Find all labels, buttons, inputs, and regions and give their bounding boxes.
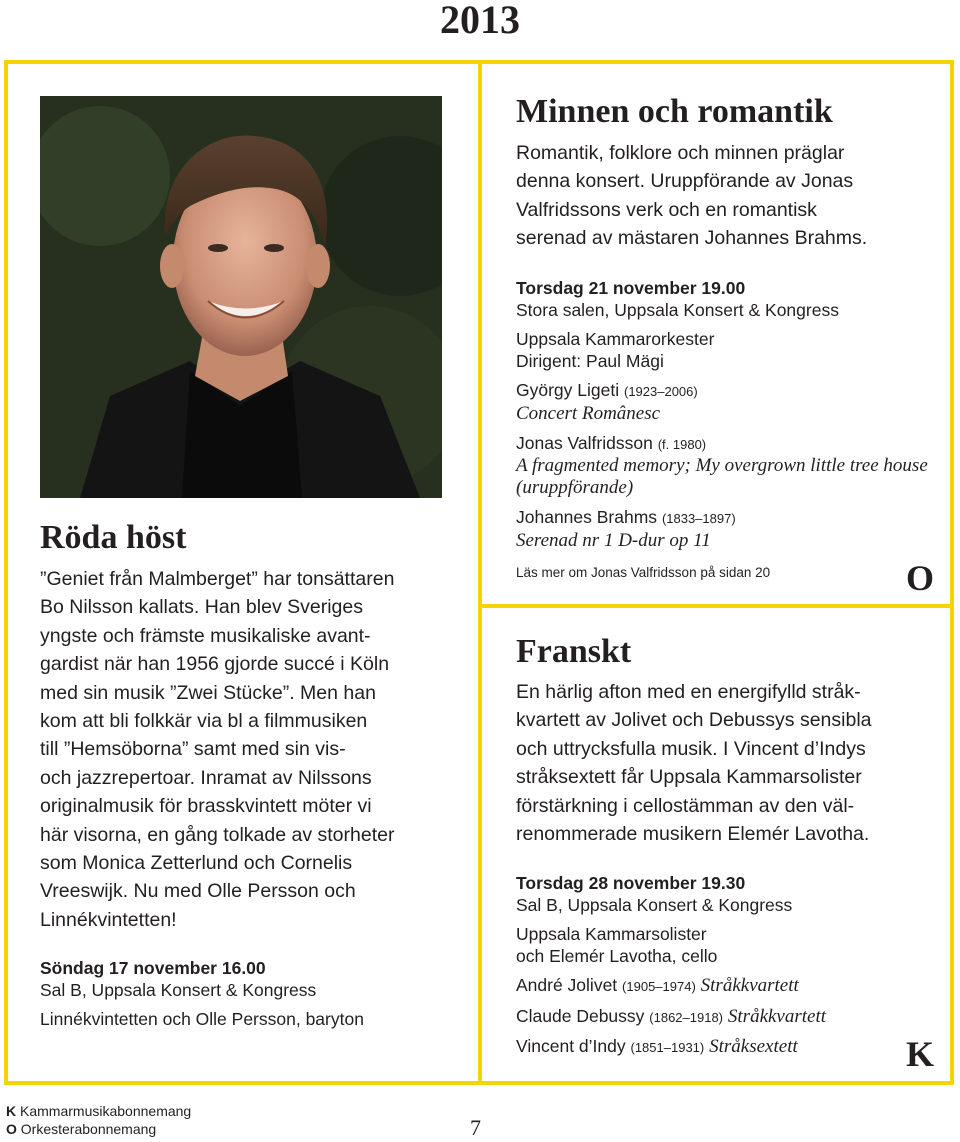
ensemble-line: Uppsala Kammarsolister: [516, 924, 707, 944]
concert-venue: Sal B, Uppsala Konsert & Kongress: [516, 894, 793, 915]
concert-title: Minnen och romantik: [516, 93, 833, 130]
description-line: yngste och främste musikaliske avant-: [40, 624, 371, 647]
ensemble-line: och Elemér Lavotha, cello: [516, 945, 718, 966]
legend-item: [6, 1120, 191, 1138]
composer-name: André Jolivet: [516, 975, 618, 995]
description-line: En härlig afton med en energifylld stråk-: [516, 681, 861, 703]
subscription-legend: [6, 1102, 191, 1138]
program-item: [516, 1036, 946, 1059]
composer-name: Claude Debussy: [516, 1005, 645, 1026]
legend-key: O: [6, 1121, 17, 1137]
page-number: 7: [470, 1115, 481, 1140]
description-line: kom att bli folkkär via bl a filmmusiken: [40, 710, 368, 733]
composer-name: Jonas Valfridsson: [516, 432, 653, 453]
description-line: ”Geniet från Malmberget” har tonsättaren: [40, 568, 395, 590]
work-title: A fragmented memory; My overgrown little tree house: [516, 455, 928, 476]
description-line: kvartett av Jolivet och Debussys sensibla: [516, 709, 872, 732]
concert-info: [516, 278, 946, 583]
program-list: [516, 380, 946, 552]
concert-conductor: Dirigent: Paul Mägi: [516, 350, 664, 371]
work-title: Stråkkvartett: [727, 1005, 827, 1027]
composer-line: [516, 433, 946, 456]
concert-orchestra: Uppsala Kammarorkester: [516, 329, 715, 349]
program-list: [516, 975, 946, 1059]
program-item: [516, 433, 946, 500]
concert-venue: Sal B, Uppsala Konsert & Kongress: [40, 979, 317, 1000]
description-line: gardist när han 1956 gjorde succé i Köln: [40, 653, 390, 676]
description-line: med sin musik ”Zwei Stücke”. Men han: [40, 681, 376, 704]
subscription-tag-o: O: [906, 558, 935, 598]
legend-item: [6, 1102, 191, 1120]
portrait-photo: [40, 96, 442, 498]
concert-info: [516, 873, 946, 1059]
concert-ensemble: [516, 924, 946, 967]
composer-name: Vincent d’Indy: [516, 1036, 626, 1056]
concert-date: Torsdag 21 november 19.00: [516, 278, 746, 298]
program-item: [516, 1006, 946, 1029]
description-line: som Monica Zetterlund och Cornelis: [40, 852, 353, 875]
description-line: och uttrycksfulla musik. I Vincent d’Indys: [516, 737, 866, 760]
description-line: Linnékvintetten!: [40, 908, 177, 931]
description-line: renommerade musikern Elemér Lavotha.: [516, 823, 870, 846]
composer-years: (f. 1980): [657, 436, 707, 452]
subscription-tag-k: K: [906, 1034, 935, 1074]
composer-years: (1833–1897): [661, 511, 736, 526]
concert-title: Röda höst: [40, 519, 187, 556]
program-item: [516, 975, 946, 998]
work-title: Serenad nr 1 D-dur op 11: [516, 529, 711, 551]
description-line: förstärkning i cellostämman av den väl-: [516, 794, 855, 817]
page-year: 2013: [440, 0, 520, 42]
composer-name: Johannes Brahms: [516, 507, 658, 527]
description-line: serenad av mästaren Johannes Brahms.: [516, 227, 868, 250]
description-line: Vreeswijk. Nu med Olle Persson och: [40, 880, 356, 903]
description-line: stråksextett får Uppsala Kammarsolister: [516, 766, 862, 789]
legend-label: Kammarmusikabonnemang: [20, 1103, 192, 1119]
composer-years: (1905–1974): [622, 979, 696, 994]
work-title: Stråksextett: [709, 1036, 798, 1057]
description-line: här visorna, en gång tolkade av storheter: [40, 823, 395, 846]
composer-name: György Ligeti: [516, 380, 620, 400]
composer-years: (1923–2006): [623, 384, 698, 399]
composer-years: (1862–1918): [649, 1009, 724, 1025]
description-line: Bo Nilsson kallats. Han blev Sveriges: [40, 596, 363, 619]
composer-line: [516, 380, 946, 403]
concert-venue: Stora salen, Uppsala Konsert & Kongress: [516, 299, 839, 320]
concert-description: [40, 565, 460, 934]
description-line: Valfridssons verk och en romantisk: [516, 198, 817, 221]
program-item: [516, 380, 946, 425]
description-line: Romantik, folklore och minnen präglar: [516, 142, 845, 164]
program-item: [516, 507, 946, 552]
concert-description: [516, 139, 936, 253]
read-more-note: Läs mer om Jonas Valfridsson på sidan 20: [516, 564, 771, 580]
description-line: originalmusik för brasskvintett möter vi: [40, 795, 372, 818]
legend-key: K: [6, 1103, 17, 1119]
concert-date: Söndag 17 november 16.00: [40, 958, 266, 978]
legend-label: Orkesterabonnemang: [20, 1121, 157, 1137]
concert-performers: Linnékvintetten och Olle Persson, baryton: [40, 1009, 364, 1029]
composer-years: (1851–1931): [630, 1040, 705, 1055]
concert-description: [516, 678, 936, 848]
work-title: Stråkkvartett: [700, 975, 799, 996]
concert-date: Torsdag 28 november 19.30: [516, 873, 746, 893]
description-line: denna konsert. Uruppförande av Jonas: [516, 170, 854, 193]
concert-title: Franskt: [516, 633, 632, 670]
work-title: Concert Românesc: [516, 402, 661, 424]
composer-line: [516, 507, 946, 530]
description-line: och jazzrepertoar. Inramat av Nilssons: [40, 766, 372, 789]
description-line: till ”Hemsöborna” samt med sin vis-: [40, 738, 346, 761]
work-title: (uruppförande): [516, 477, 634, 498]
concert-info: [40, 958, 364, 1031]
